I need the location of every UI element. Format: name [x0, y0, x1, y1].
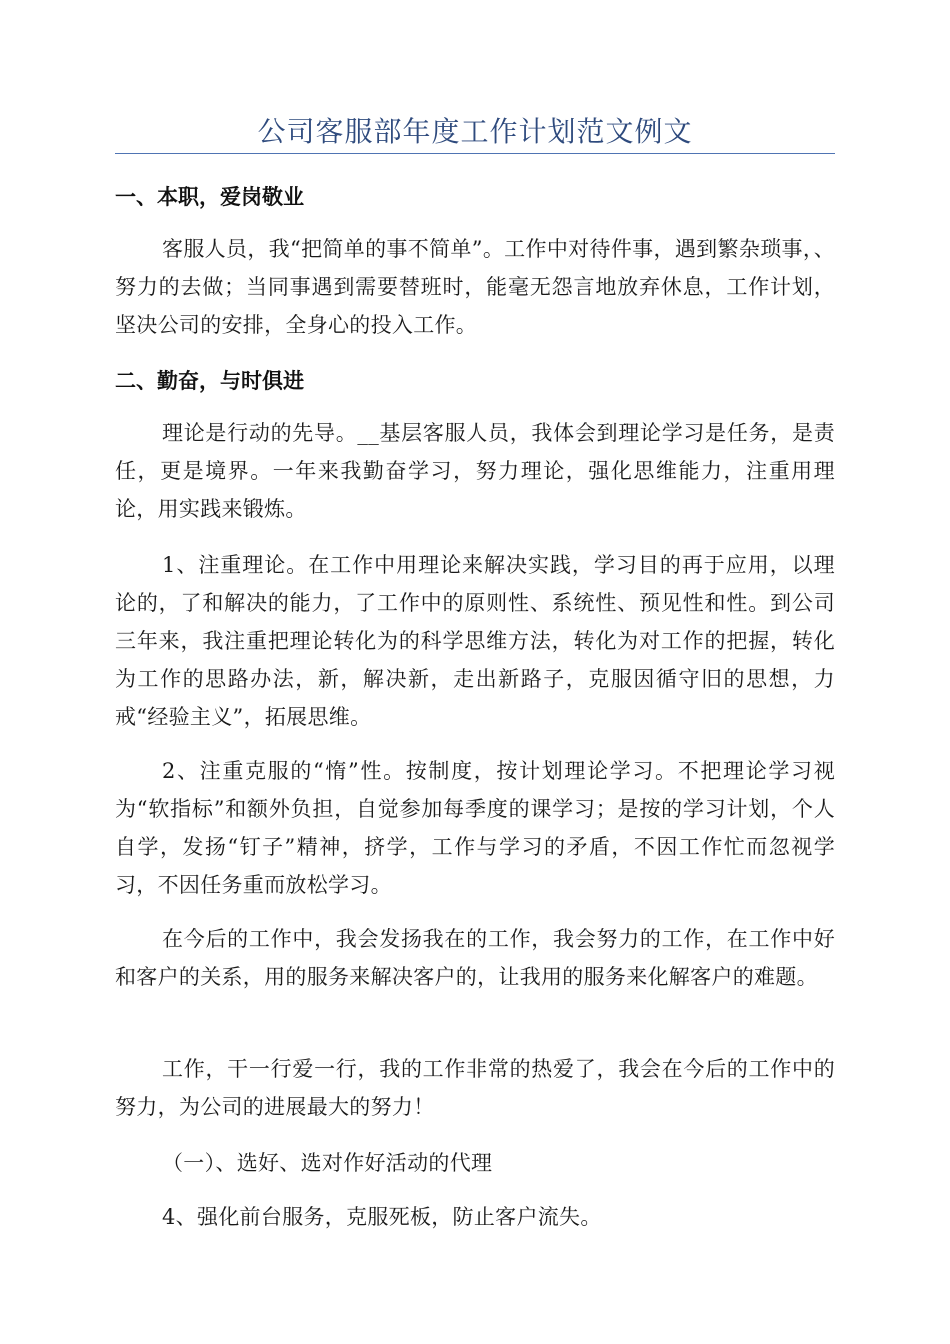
paragraph: （一）、选好、选对作好活动的代理: [162, 1151, 493, 1175]
section-heading-2: 二、勤奋，与时俱进: [115, 369, 304, 393]
page-title: 公司客服部年度工作计划范文例文: [257, 115, 693, 148]
paragraph: 客服人员，我“把简单的事不简单”。工作中对待件事，遇到繁杂琐事，、努力的去做；当同事遇到需要替班时，能毫无怨言地放弃休息，工作计划，坚决公司的安排，全身心的投入工作。: [115, 237, 835, 337]
paragraph: 1、注重理论。在工作中用理论来解决实践，学习目的再于应用，以理论的，了和解决的能力，了工作中的原则性、系统性、预见性和性。到公司三年来，我注重把理论转化为的科学思维方法，转化为对工作的把握，转化为工作的思路办法，新，解决新，走出新路子，克服因循守旧的思想，力戒“经验主义”，拓展思维。: [115, 553, 835, 729]
paragraph: 在今后的工作中，我会发扬我在的工作，我会努力的工作，在工作中好和客户的关系，用的服务来解决客户的，让我用的服务来化解客户的难题。: [115, 927, 835, 989]
section-heading-1: 一、本职，爱岗敬业: [115, 185, 304, 209]
title-divider: [115, 153, 835, 154]
paragraph: 2、注重克服的“惰”性。按制度，按计划理论学习。不把理论学习视为“软指标”和额外负担，自觉参加每季度的课学习；是按的学习计划，个人自学，发扬“钉子”精神，挤学，工作与学习的矛盾，不因工作忙而忽视学习，不因任务重而放松学习。: [115, 759, 835, 897]
paragraph: 工作，干一行爱一行，我的工作非常的热爱了，我会在今后的工作中的努力，为公司的进展最大的努力！: [115, 1057, 835, 1119]
paragraph: 4、强化前台服务，克服死板，防止客户流失。: [162, 1205, 602, 1229]
paragraph: 理论是行动的先导。__基层客服人员，我体会到理论学习是任务，是责任，更是境界。一年来我勤奋学习，努力理论，强化思维能力，注重用理论，用实践来锻炼。: [115, 421, 835, 521]
